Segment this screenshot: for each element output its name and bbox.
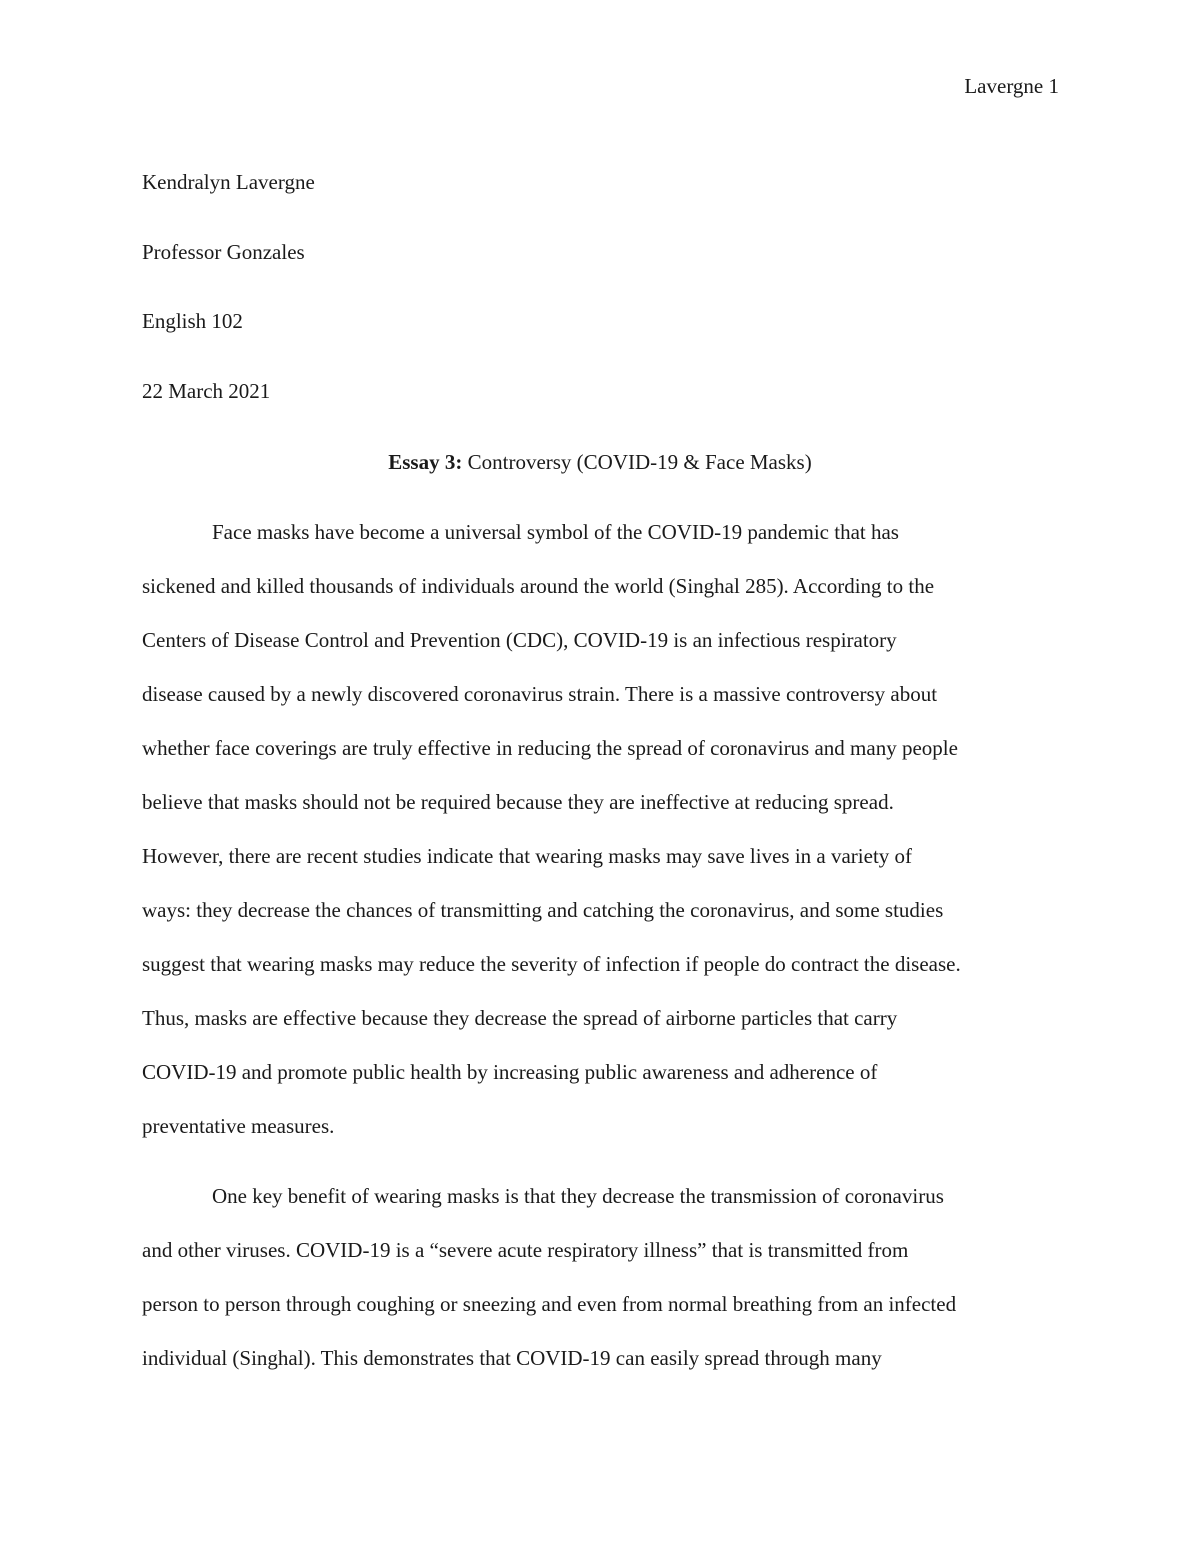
body-line: suggest that wearing masks may reduce the severity of infection if people do contract the disease. [142, 952, 961, 976]
body-line: However, there are recent studies indicate that wearing masks may save lives in a variety of [142, 844, 913, 868]
body-line: Thus, masks are effective because they decrease the spread of airborne particles that carry [142, 1006, 898, 1030]
essay-title [0, 448, 1200, 476]
body-line: Centers of Disease Control and Prevention (CDC), COVID-19 is an infectious respiratory [142, 628, 897, 652]
body-line: believe that masks should not be required because they are ineffective at reducing spread. [142, 790, 894, 814]
professor-name: Professor Gonzales [142, 240, 305, 264]
essay-title-label: Essay 3: [388, 450, 463, 474]
body-line: individual (Singhal). This demonstrates that COVID-19 can easily spread through many [142, 1346, 882, 1370]
body-line: whether face coverings are truly effective in reducing the spread of coronavirus and many people [142, 736, 958, 760]
body-line: One key benefit of wearing masks is that they decrease the transmission of coronavirus [212, 1184, 944, 1208]
date-line: 22 March 2021 [142, 379, 271, 403]
body-line: Face masks have become a universal symbol of the COVID-19 pandemic that has [212, 520, 899, 544]
student-name: Kendralyn Lavergne [142, 170, 315, 194]
course-name: English 102 [142, 309, 243, 333]
body-line: and other viruses. COVID-19 is a “severe acute respiratory illness” that is transmitted from [142, 1238, 909, 1262]
body-line: person to person through coughing or sneezing and even from normal breathing from an infected [142, 1292, 957, 1316]
body-line: ways: they decrease the chances of transmitting and catching the coronavirus, and some studies [142, 898, 944, 922]
body-line: COVID-19 and promote public health by increasing public awareness and adherence of [142, 1060, 878, 1084]
essay-title-text: Controversy (COVID-19 & Face Masks) [467, 450, 812, 474]
running-head: Lavergne 1 [964, 74, 1059, 98]
body-line: preventative measures. [142, 1114, 335, 1138]
body-line: sickened and killed thousands of individuals around the world (Singhal 285). According to the [142, 574, 935, 598]
body-line: disease caused by a newly discovered coronavirus strain. There is a massive controversy about [142, 682, 938, 706]
